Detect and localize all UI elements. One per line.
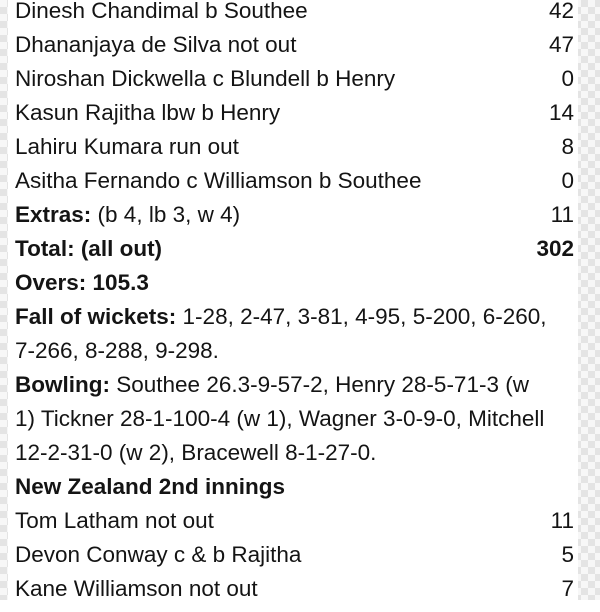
innings-heading-text: New Zealand 2nd innings	[15, 474, 286, 499]
extras-text	[15, 198, 240, 232]
batting-row	[15, 96, 574, 130]
total-value: 302	[536, 236, 574, 261]
batsman-dismissal: Devon Conway c & b Rajitha	[15, 542, 302, 567]
batting-row	[15, 164, 574, 198]
extras-value: 11	[550, 202, 574, 227]
batting-row	[15, 572, 574, 606]
batting-row	[15, 62, 574, 96]
batsman-dismissal: Kane Williamson not out	[15, 576, 258, 601]
batsman-runs: 47	[548, 32, 574, 57]
innings-heading	[15, 470, 574, 504]
batting-row	[15, 504, 574, 538]
bowling-figures-cont: 1) Tickner 28-1-100-4 (w 1), Wagner 3-0-9-0, Mitchell	[15, 406, 545, 431]
batsman-dismissal: Tom Latham not out	[15, 508, 214, 533]
fall-of-wickets-text	[15, 300, 547, 334]
batsman-runs: 14	[548, 100, 574, 125]
batting-row	[15, 28, 574, 62]
total-row	[15, 232, 574, 266]
extras-row	[15, 198, 574, 232]
overs-label: Overs: 105.3	[15, 270, 149, 295]
fall-of-wickets-label: Fall of wickets:	[15, 304, 177, 329]
total-label: Total: (all out)	[15, 236, 163, 261]
fall-of-wickets-values-cont: 7-266, 8-288, 9-298.	[15, 338, 219, 363]
batsman-runs: 7	[561, 576, 574, 601]
batsman-runs: 0	[561, 168, 574, 193]
batting-row	[15, 538, 574, 572]
bowling-text	[15, 368, 529, 402]
batsman-dismissal: Dhananjaya de Silva not out	[15, 32, 297, 57]
extras-detail: (b 4, lb 3, w 4)	[91, 202, 241, 227]
batting-row	[15, 0, 574, 28]
scorecard-column	[8, 0, 578, 612]
batsman-runs: 8	[561, 134, 574, 159]
batsman-dismissal: Lahiru Kumara run out	[15, 134, 239, 159]
batsman-dismissal: Niroshan Dickwella c Blundell b Henry	[15, 66, 396, 91]
bowling-label: Bowling:	[15, 372, 110, 397]
batsman-dismissal: Dinesh Chandimal b Southee	[15, 0, 308, 23]
bowling-figures: Southee 26.3-9-57-2, Henry 28-5-71-3 (w	[109, 372, 529, 397]
batsman-dismissal: Asitha Fernando c Williamson b Southee	[15, 168, 422, 193]
batsman-runs: 5	[561, 542, 574, 567]
fall-of-wickets-line-1	[15, 300, 574, 334]
batsman-dismissal: Kasun Rajitha lbw b Henry	[15, 100, 281, 125]
bowling-line-3	[15, 436, 574, 470]
batsman-runs: 0	[561, 66, 574, 91]
bowling-line-1	[15, 368, 574, 402]
bowling-line-2	[15, 402, 574, 436]
batsman-runs: 42	[548, 0, 574, 23]
fall-of-wickets-line-2	[15, 334, 574, 368]
batsman-runs: 11	[550, 508, 574, 533]
bowling-figures-cont: 12-2-31-0 (w 2), Bracewell 8-1-27-0.	[15, 440, 377, 465]
extras-label: Extras:	[15, 202, 92, 227]
batting-row	[15, 130, 574, 164]
fall-of-wickets-values: 1-28, 2-47, 3-81, 4-95, 5-200, 6-260,	[176, 304, 547, 329]
overs-row	[15, 266, 574, 300]
